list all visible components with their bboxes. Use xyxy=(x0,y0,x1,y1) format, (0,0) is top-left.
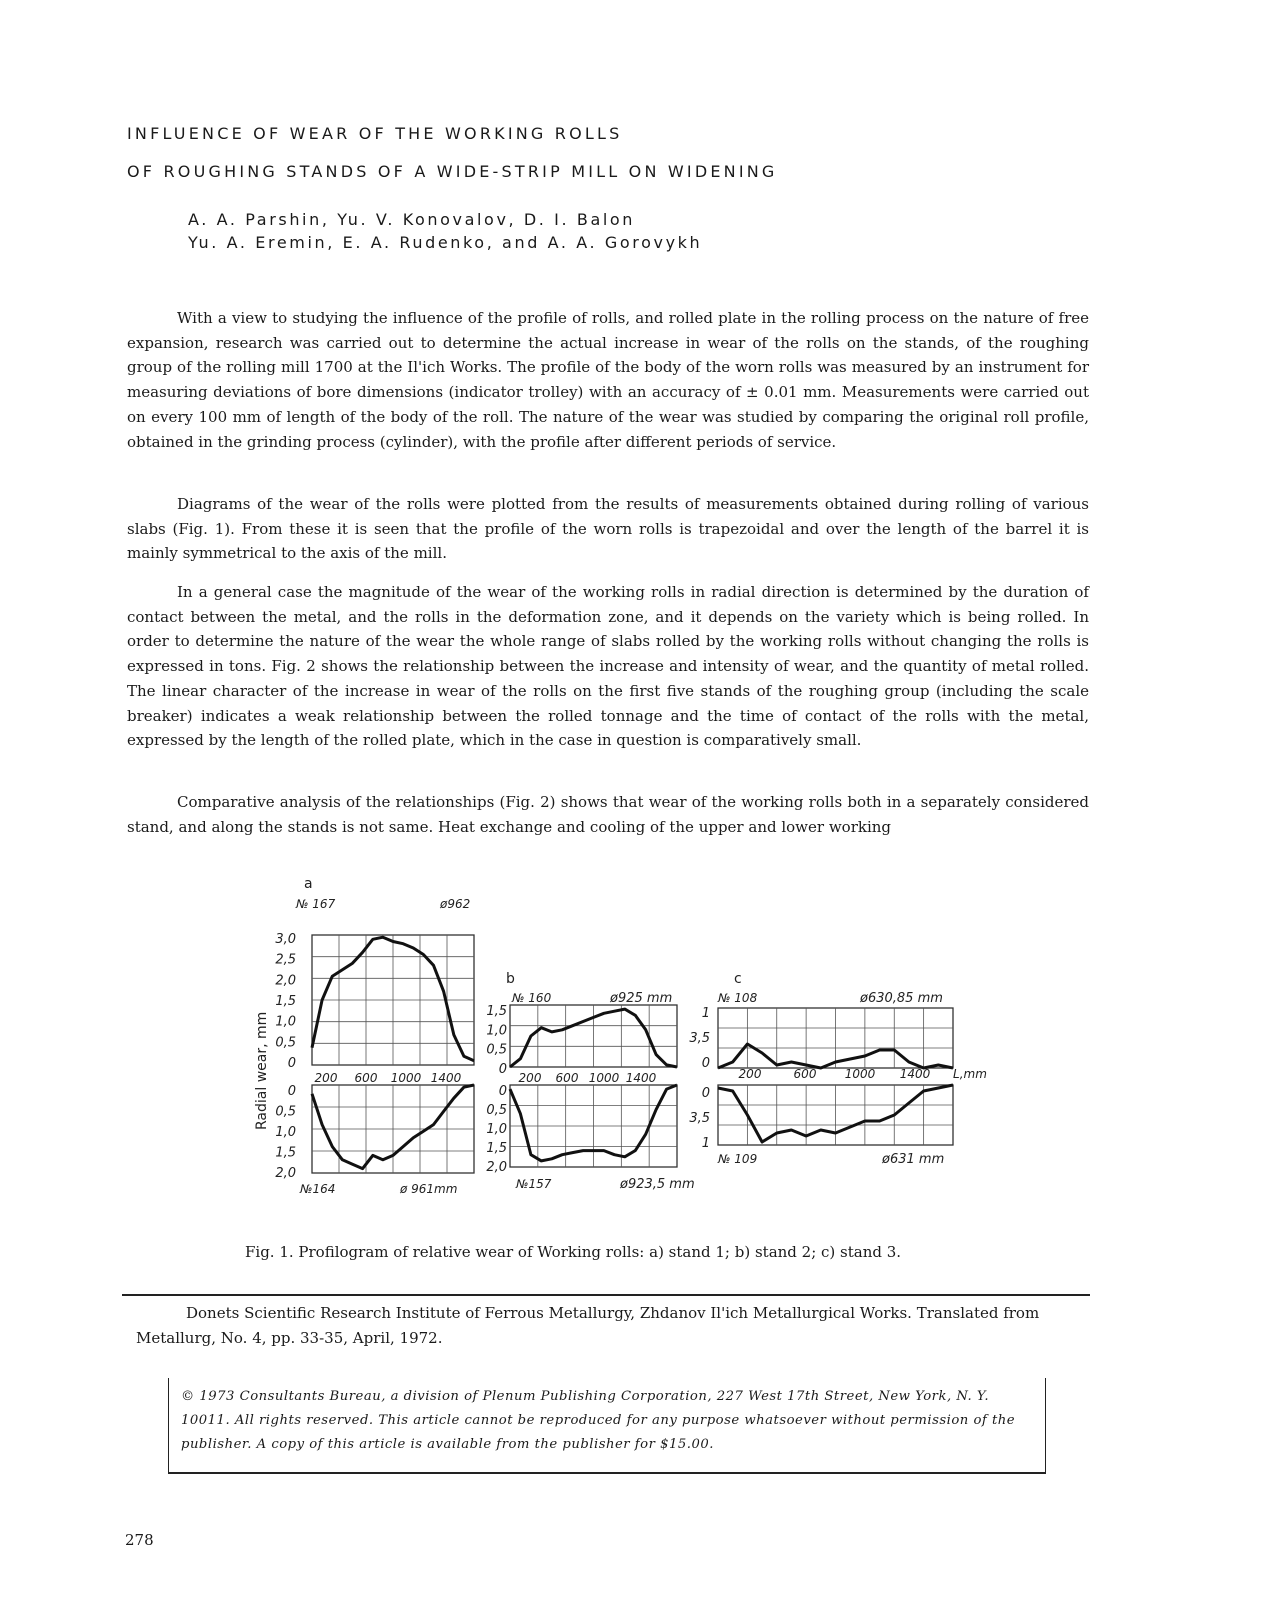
title-line-2: OF ROUGHING STANDS OF A WIDE-STRIP MILL ON WIDENING xyxy=(127,162,778,181)
panel-c-lower-diameter: ø631 mm xyxy=(882,1152,945,1167)
authors-line-1: A. A. Parshin, Yu. V. Konovalov, D. I. Balon xyxy=(188,210,636,229)
panel-a-lower-tick-label: 1,5 xyxy=(275,1145,296,1161)
panel-a-lower-tick-label: 2,0 xyxy=(275,1166,296,1181)
y-axis-label: Radial wear, mm xyxy=(254,1011,270,1130)
paragraph-4: Comparative analysis of the relationships (Fig. 2) shows that wear of the working rolls both in a separately considered stand, and along the stands is not same. Heat exchange and cooling of the upper and lower working xyxy=(127,793,1089,836)
panel-c-lower-roll-number: № 109 xyxy=(718,1152,758,1166)
panel-c-lower-tick-label: 0 xyxy=(701,1086,710,1101)
panel-c-upper-tick-label: 3,5 xyxy=(689,1031,710,1046)
panel-b-lower-roll-number: №157 xyxy=(516,1177,552,1191)
panel-c-upper-diameter: ø630,85 mm xyxy=(860,991,943,1006)
footnote-rule xyxy=(122,1294,1090,1296)
panel-a-upper-roll-number: № 167 xyxy=(296,897,336,911)
panel-a-x-tick-label: 200 xyxy=(314,1071,338,1085)
panel-c-x-tick-label: L,mm xyxy=(953,1067,987,1081)
panel-a-upper-tick-label: 1,0 xyxy=(275,1014,296,1030)
panel-a-letter: a xyxy=(304,880,313,892)
page-number: 278 xyxy=(125,1531,154,1549)
panel-a-upper-tick-label: 0 xyxy=(287,1056,296,1071)
panel-a-lower-tick-label: 0,5 xyxy=(275,1104,296,1120)
panel-c-letter: c xyxy=(734,971,742,987)
panel-a-upper-tick-label: 3,0 xyxy=(275,932,296,947)
panel-b-lower-tick-label: 1,5 xyxy=(486,1141,507,1156)
panel-b-upper-diameter: ø925 mm xyxy=(610,991,673,1006)
panel-b-upper-roll-number: № 160 xyxy=(512,991,552,1005)
panel-b-x-tick-label: 600 xyxy=(555,1071,579,1085)
panel-b-upper-tick-label: 0 xyxy=(498,1062,507,1077)
panel-b-lower-tick-label: 0,5 xyxy=(486,1103,507,1118)
panel-b-upper-tick-label: 1,0 xyxy=(486,1023,507,1039)
panel-b-x-tick-label: 1000 xyxy=(588,1071,620,1085)
panel-a-upper-tick-label: 1,5 xyxy=(275,994,296,1009)
authors-line-2: Yu. A. Eremin, E. A. Rudenko, and A. A. Gorovykh xyxy=(188,233,703,252)
panel-a-x-tick-label: 600 xyxy=(354,1071,378,1085)
panel-a-upper-diameter: ø962 xyxy=(440,897,471,911)
panel-a-x-tick-label: 1000 xyxy=(390,1071,422,1085)
panel-c-lower-tick-label: 1 xyxy=(701,1136,710,1151)
panel-b-x-tick-label: 1400 xyxy=(625,1071,657,1085)
panel-b-lower-diameter: ø923,5 mm xyxy=(620,1177,695,1192)
panel-a-lower-tick-label: 1,0 xyxy=(275,1125,296,1140)
panel-a-lower-tick-label: 0 xyxy=(287,1084,296,1099)
panel-b-upper-tick-label: 0,5 xyxy=(486,1042,507,1058)
panel-c-upper-roll-number: № 108 xyxy=(718,991,758,1005)
panel-c-upper-tick-label: 0 xyxy=(701,1056,710,1071)
panel-b-lower-tick-label: 1,0 xyxy=(486,1122,507,1137)
panel-a-x-tick-label: 1400 xyxy=(430,1071,462,1085)
panel-a-upper-tick-label: 2,5 xyxy=(275,952,296,968)
panel-b-upper-tick-label: 1,5 xyxy=(486,1004,507,1019)
copyright-box: © 1973 Consultants Bureau, a division of Plenum Publishing Corporation, 227 West 17th Street, New York, N. Y. 10011. All rights reserved. This article cannot be reproduced for any purpose whatsoever without permission of the publisher. A copy of this article is available from the publisher for $15.00. xyxy=(168,1378,1046,1474)
panel-c-x-tick-label: 600 xyxy=(793,1067,817,1081)
panel-a-upper-tick-label: 0,5 xyxy=(275,1035,296,1051)
figure-caption: Fig. 1. Profilogram of relative wear of Working rolls: a) stand 1; b) stand 2; c) stand 3. xyxy=(245,1243,902,1261)
panel-b-letter: b xyxy=(506,971,515,987)
panel-c-x-tick-label: 1000 xyxy=(844,1067,876,1081)
panel-a-upper-tick-label: 2,0 xyxy=(275,973,296,989)
panel-b-x-tick-label: 200 xyxy=(518,1071,542,1085)
panel-b-lower-tick-label: 0 xyxy=(498,1084,507,1099)
figure-1 xyxy=(250,880,1030,1205)
paragraph-2: Diagrams of the wear of the rolls were plotted from the results of measurements obtained during rolling of various slabs (Fig. 1). From these it is seen that the profile of the worn rolls is trapezoidal and over the length of the barrel it is mainly symmetrical to the axis of the mill. xyxy=(127,495,1089,563)
panel-c-lower-tick-label: 3,5 xyxy=(689,1111,710,1126)
panel-c-upper-tick-label: 1 xyxy=(701,1006,710,1021)
paragraph-1: With a view to studying the influence of the profile of rolls, and rolled plate in the rolling process on the nature of free expansion, research was carried out to determine the actual increase in wear of the rolls on the stands, of the roughing group of the rolling mill 1700 at the Il'ich Works. The profile of the body of the worn rolls was measured by an instrument for measuring deviations of bore dimensions (indicator trolley) with an accuracy of ± 0.01 mm. Measurements were carried out on every 100 mm of length of the body of the roll. The nature of the wear was studied by comparing the original roll profile, obtained in the grinding process (cylinder), with the profile after different periods of service. xyxy=(127,309,1089,451)
title-line-1: INFLUENCE OF WEAR OF THE WORKING ROLLS xyxy=(127,124,623,143)
panel-b-lower-tick-label: 2,0 xyxy=(486,1160,507,1175)
affiliation-note: Donets Scientific Research Institute of Ferrous Metallurgy, Zhdanov Il'ich Metallurgical Works. Translated from Metallurg, No. 4, pp. 33-35, April, 1972. xyxy=(136,1304,1040,1347)
panel-a-lower-roll-number: №164 xyxy=(300,1182,336,1196)
panel-c-x-tick-label: 1400 xyxy=(899,1067,931,1081)
panel-a-lower-diameter: ø 961mm xyxy=(400,1182,458,1196)
paragraph-3: In a general case the magnitude of the wear of the working rolls in radial direction is determined by the duration of contact between the metal, and the rolls in the deformation zone, and it depends on the variety which is being rolled. In order to determine the nature of the wear the whole range of slabs rolled by the working rolls without changing the rolls is expressed in tons. Fig. 2 shows the relationship between the increase and intensity of wear, and the quantity of metal rolled. The linear character of the increase in wear of the rolls on the first five stands of the roughing group (including the scale breaker) indicates a weak relationship between the rolled tonnage and the time of contact of the rolls with the metal, expressed by the length of the rolled plate, which in the case in question is comparatively small. xyxy=(127,583,1089,750)
panel-c-x-tick-label: 200 xyxy=(738,1067,762,1081)
